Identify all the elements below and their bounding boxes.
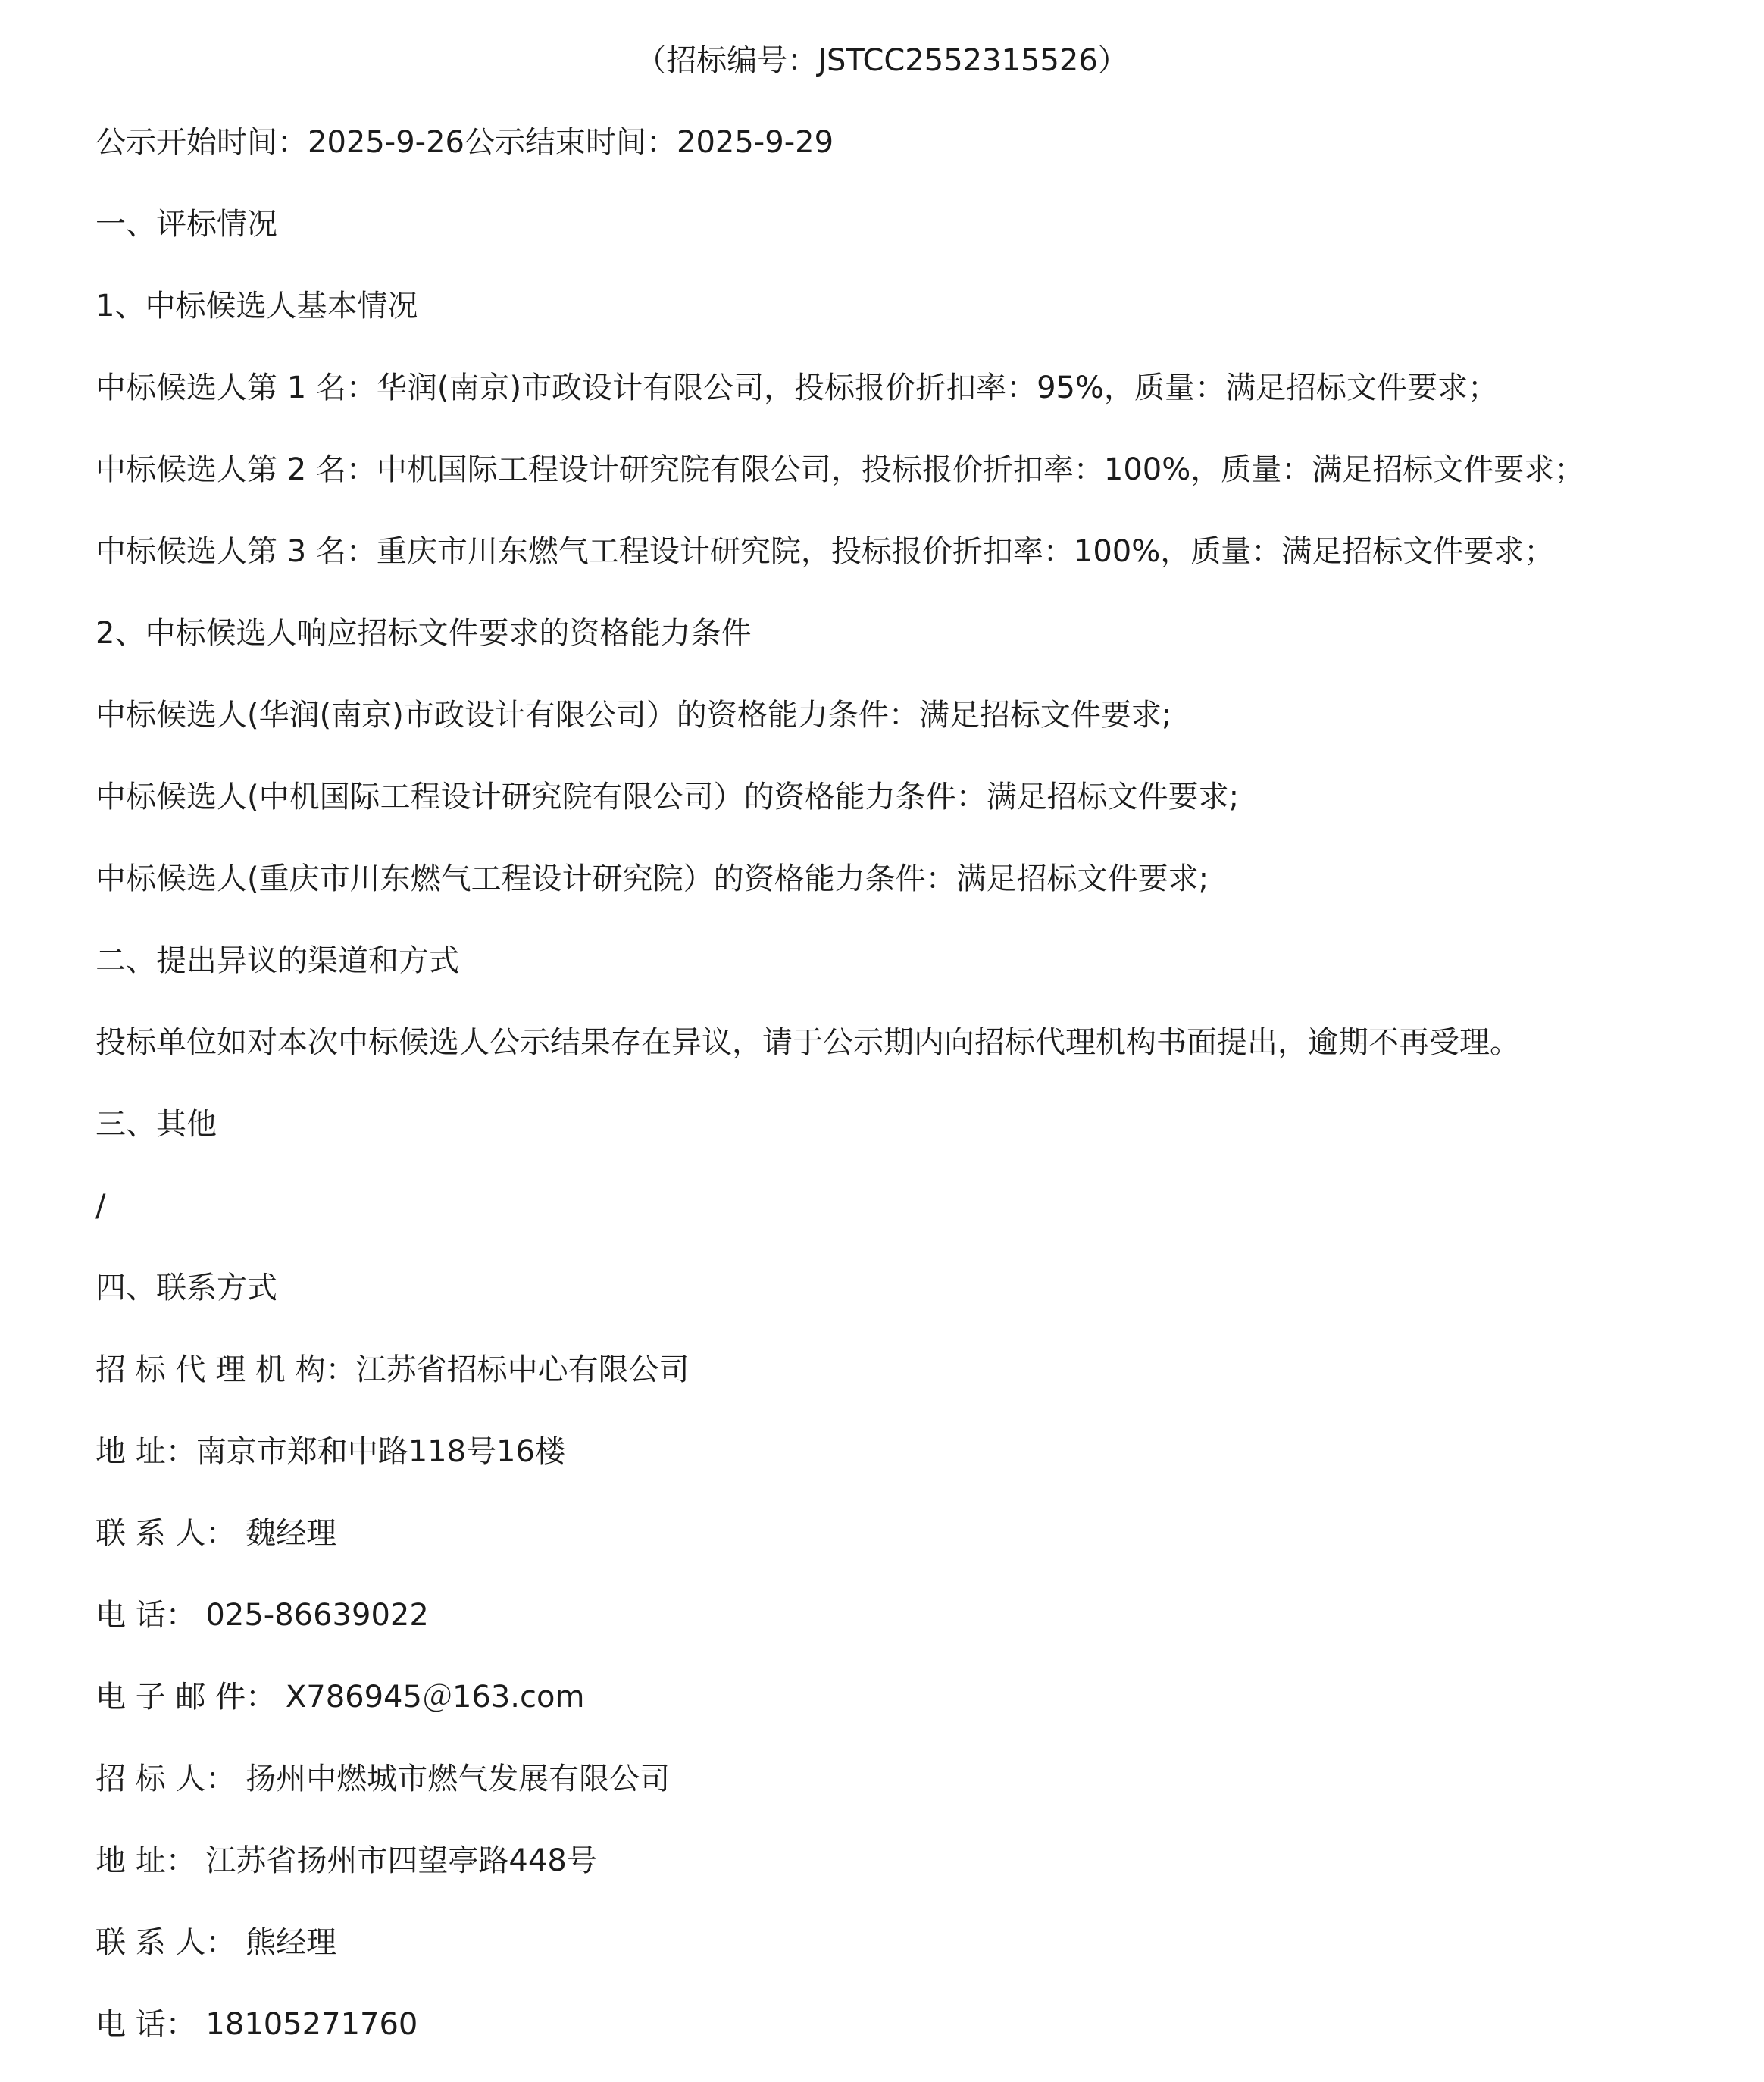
qualification-candidate-2: 中标候选人(中机国际工程设计研究院有限公司）的资格能力条件：满足招标文件要求;	[95, 780, 1240, 814]
section-heading-contact: 四、联系方式	[95, 1271, 277, 1305]
subsection-heading-qualification: 2、中标候选人响应招标文件要求的资格能力条件	[95, 616, 752, 651]
section-heading-other: 三、其他	[95, 1107, 217, 1142]
tenderer-address: 地 址： 江苏省扬州市四望亭路448号	[95, 1843, 597, 1878]
tenderer-phone: 电 话： 18105271760	[95, 2007, 418, 2042]
section-heading-evaluation: 一、评标情况	[95, 207, 277, 242]
candidate-rank-3: 中标候选人第 3 名：重庆市川东燃气工程设计研究院，投标报价折扣率：100%，质量：满足招标文件要求；	[95, 534, 1555, 569]
agency-phone: 电 话： 025-86639022	[95, 1598, 429, 1633]
qualification-candidate-1: 中标候选人(华润(南京)市政设计有限公司）的资格能力条件：满足招标文件要求;	[95, 698, 1172, 733]
bid-number: （招标编号：JSTCC2552315526）	[636, 43, 1128, 78]
subsection-heading-candidates: 1、中标候选人基本情况	[95, 289, 418, 324]
qualification-candidate-3: 中标候选人(重庆市川东燃气工程设计研究院）的资格能力条件：满足招标文件要求;	[95, 861, 1209, 896]
agency-email: 电 子 邮 件： X786945＠163.com	[95, 1680, 585, 1715]
tenderer-name: 招 标 人： 扬州中燃城市燃气发展有限公司	[95, 1762, 671, 1796]
agency-contact-person: 联 系 人： 魏经理	[95, 1516, 337, 1551]
section-heading-objection: 二、提出异议的渠道和方式	[95, 943, 459, 978]
candidate-rank-2: 中标候选人第 2 名：中机国际工程设计研究院有限公司，投标报价折扣率：100%，质量：满足招标文件要求；	[95, 452, 1585, 487]
other-content: /	[95, 1189, 106, 1224]
publicity-period: 公示开始时间：2025-9-26公示结束时间：2025-9-29	[95, 125, 834, 160]
agency-address: 地 址：南京市郑和中路118号16楼	[95, 1434, 565, 1469]
objection-text: 投标单位如对本次中标候选人公示结果存在异议，请于公示期内向招标代理机构书面提出，逾期不再受理。	[95, 1025, 1520, 1060]
agency-name: 招 标 代 理 机 构：江苏省招标中心有限公司	[95, 1352, 690, 1387]
candidate-rank-1: 中标候选人第 1 名：华润(南京)市政设计有限公司，投标报价折扣率：95%，质量：满足招标文件要求；	[95, 370, 1498, 405]
tenderer-contact-person: 联 系 人： 熊经理	[95, 1925, 337, 1960]
